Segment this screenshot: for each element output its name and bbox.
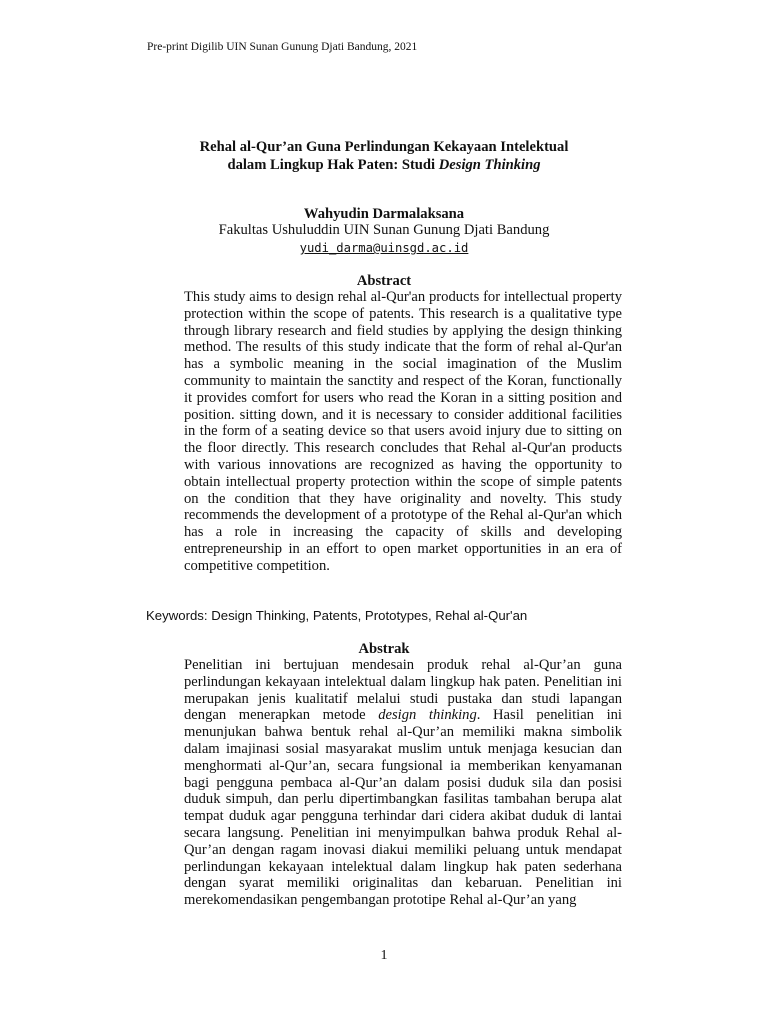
author-email-link[interactable]: yudi_darma@uinsgd.ac.id xyxy=(299,241,469,255)
running-header: Pre-print Digilib UIN Sunan Gunung Djati Bandung, 2021 xyxy=(147,41,418,53)
title-line-1: Rehal al-Qur’an Guna Perlindungan Kekayaan Intelektual xyxy=(199,139,569,155)
keywords: Keywords: Design Thinking, Patents, Prototypes, Rehal al-Qur'an xyxy=(146,608,528,623)
abstract-english xyxy=(184,289,622,575)
abstract-heading: Abstract xyxy=(356,273,412,289)
author-block xyxy=(0,221,768,257)
author-affiliation: Fakultas Ushuluddin UIN Sunan Gunung Djati Bandung xyxy=(218,222,550,238)
title-line-2-italic: Design Thinking xyxy=(438,157,541,173)
abstrak-text-italic: design thinking xyxy=(378,707,477,724)
abstrak-indonesian xyxy=(184,657,622,909)
title-line-2-text: dalam Lingkup Hak Paten: Studi xyxy=(227,157,439,173)
title-line-2 xyxy=(0,156,768,174)
author-name: Wahyudin Darmalaksana xyxy=(303,206,465,222)
page-number: 1 xyxy=(380,948,388,963)
abstrak-text-part-2: . Hasil penelitian ini menunjukan bahwa bentuk rehal al-Qur’an memiliki makna simbolik dalam imajinasi sosial masyarakat muslim untuk menjaga kesucian dan menghormati al-Qur’an, secara fungsional ia memberikan kenyamanan bagi pengguna pembaca al-Qur’an dalam posisi duduk sila dan posisi duduk simpuh, dan perlu dipertimbangkan fasilitas tambahan berupa alat tempat duduk agar pengguna terhindar dari cidera akibat duduk di lantai secara langsung. Penelitian ini menyimpulkan bahwa produk Rehal al-Qur’an dengan ragam inovasi diakui memiliki peluang untuk mendapat perlindungan kekayaan intelektual dalam lingkup hak paten sederhana dengan syarat memiliki originalitas dan kebaruan. Penelitian ini merekomendasikan pengembangan prototipe Rehal al-Qur’an yang xyxy=(184,707,622,909)
abstract-english-text: This study aims to design rehal al-Qur'an products for intellectual property protection within the scope of patents. This research is a qualitative type through library research and field studies by applying the design thinking method. The results of this study indicate that the form of rehal al-Qur'an has a symbolic meaning in the social imagination of the Muslim community to maintain the sanctity and respect of the Koran, functionally it provides comfort for users who read the Koran in a sitting position and position. sitting down, and it is necessary to consider additional facilities in the form of a seating device so that users avoid injury due to sitting on the floor directly. This research concludes that Rehal al-Qur'an products with various innovations are recognized as having the opportunity to obtain intellectual property protection within the scope of simple patents on the condition that they have originality and novelty. This study recommends the development of a prototype of the Rehal al-Qur'an which has a role in increasing the capacity of skills and developing entrepreneurship in an effort to open market opportunities in an era of competitive competition. xyxy=(184,289,622,574)
abstrak-text xyxy=(184,657,622,909)
abstrak-heading: Abstrak xyxy=(358,641,410,657)
abstrak-text-part-1: Penelitian ini bertujuan mendesain produk rehal al-Qur’an guna perlindungan kekayaan intelektual dalam lingkup hak paten. Penelitian ini merupakan jenis kualitatif melalui studi pustaka dan studi lapangan dengan menerapkan metode xyxy=(184,657,622,724)
paper-title xyxy=(0,138,768,174)
